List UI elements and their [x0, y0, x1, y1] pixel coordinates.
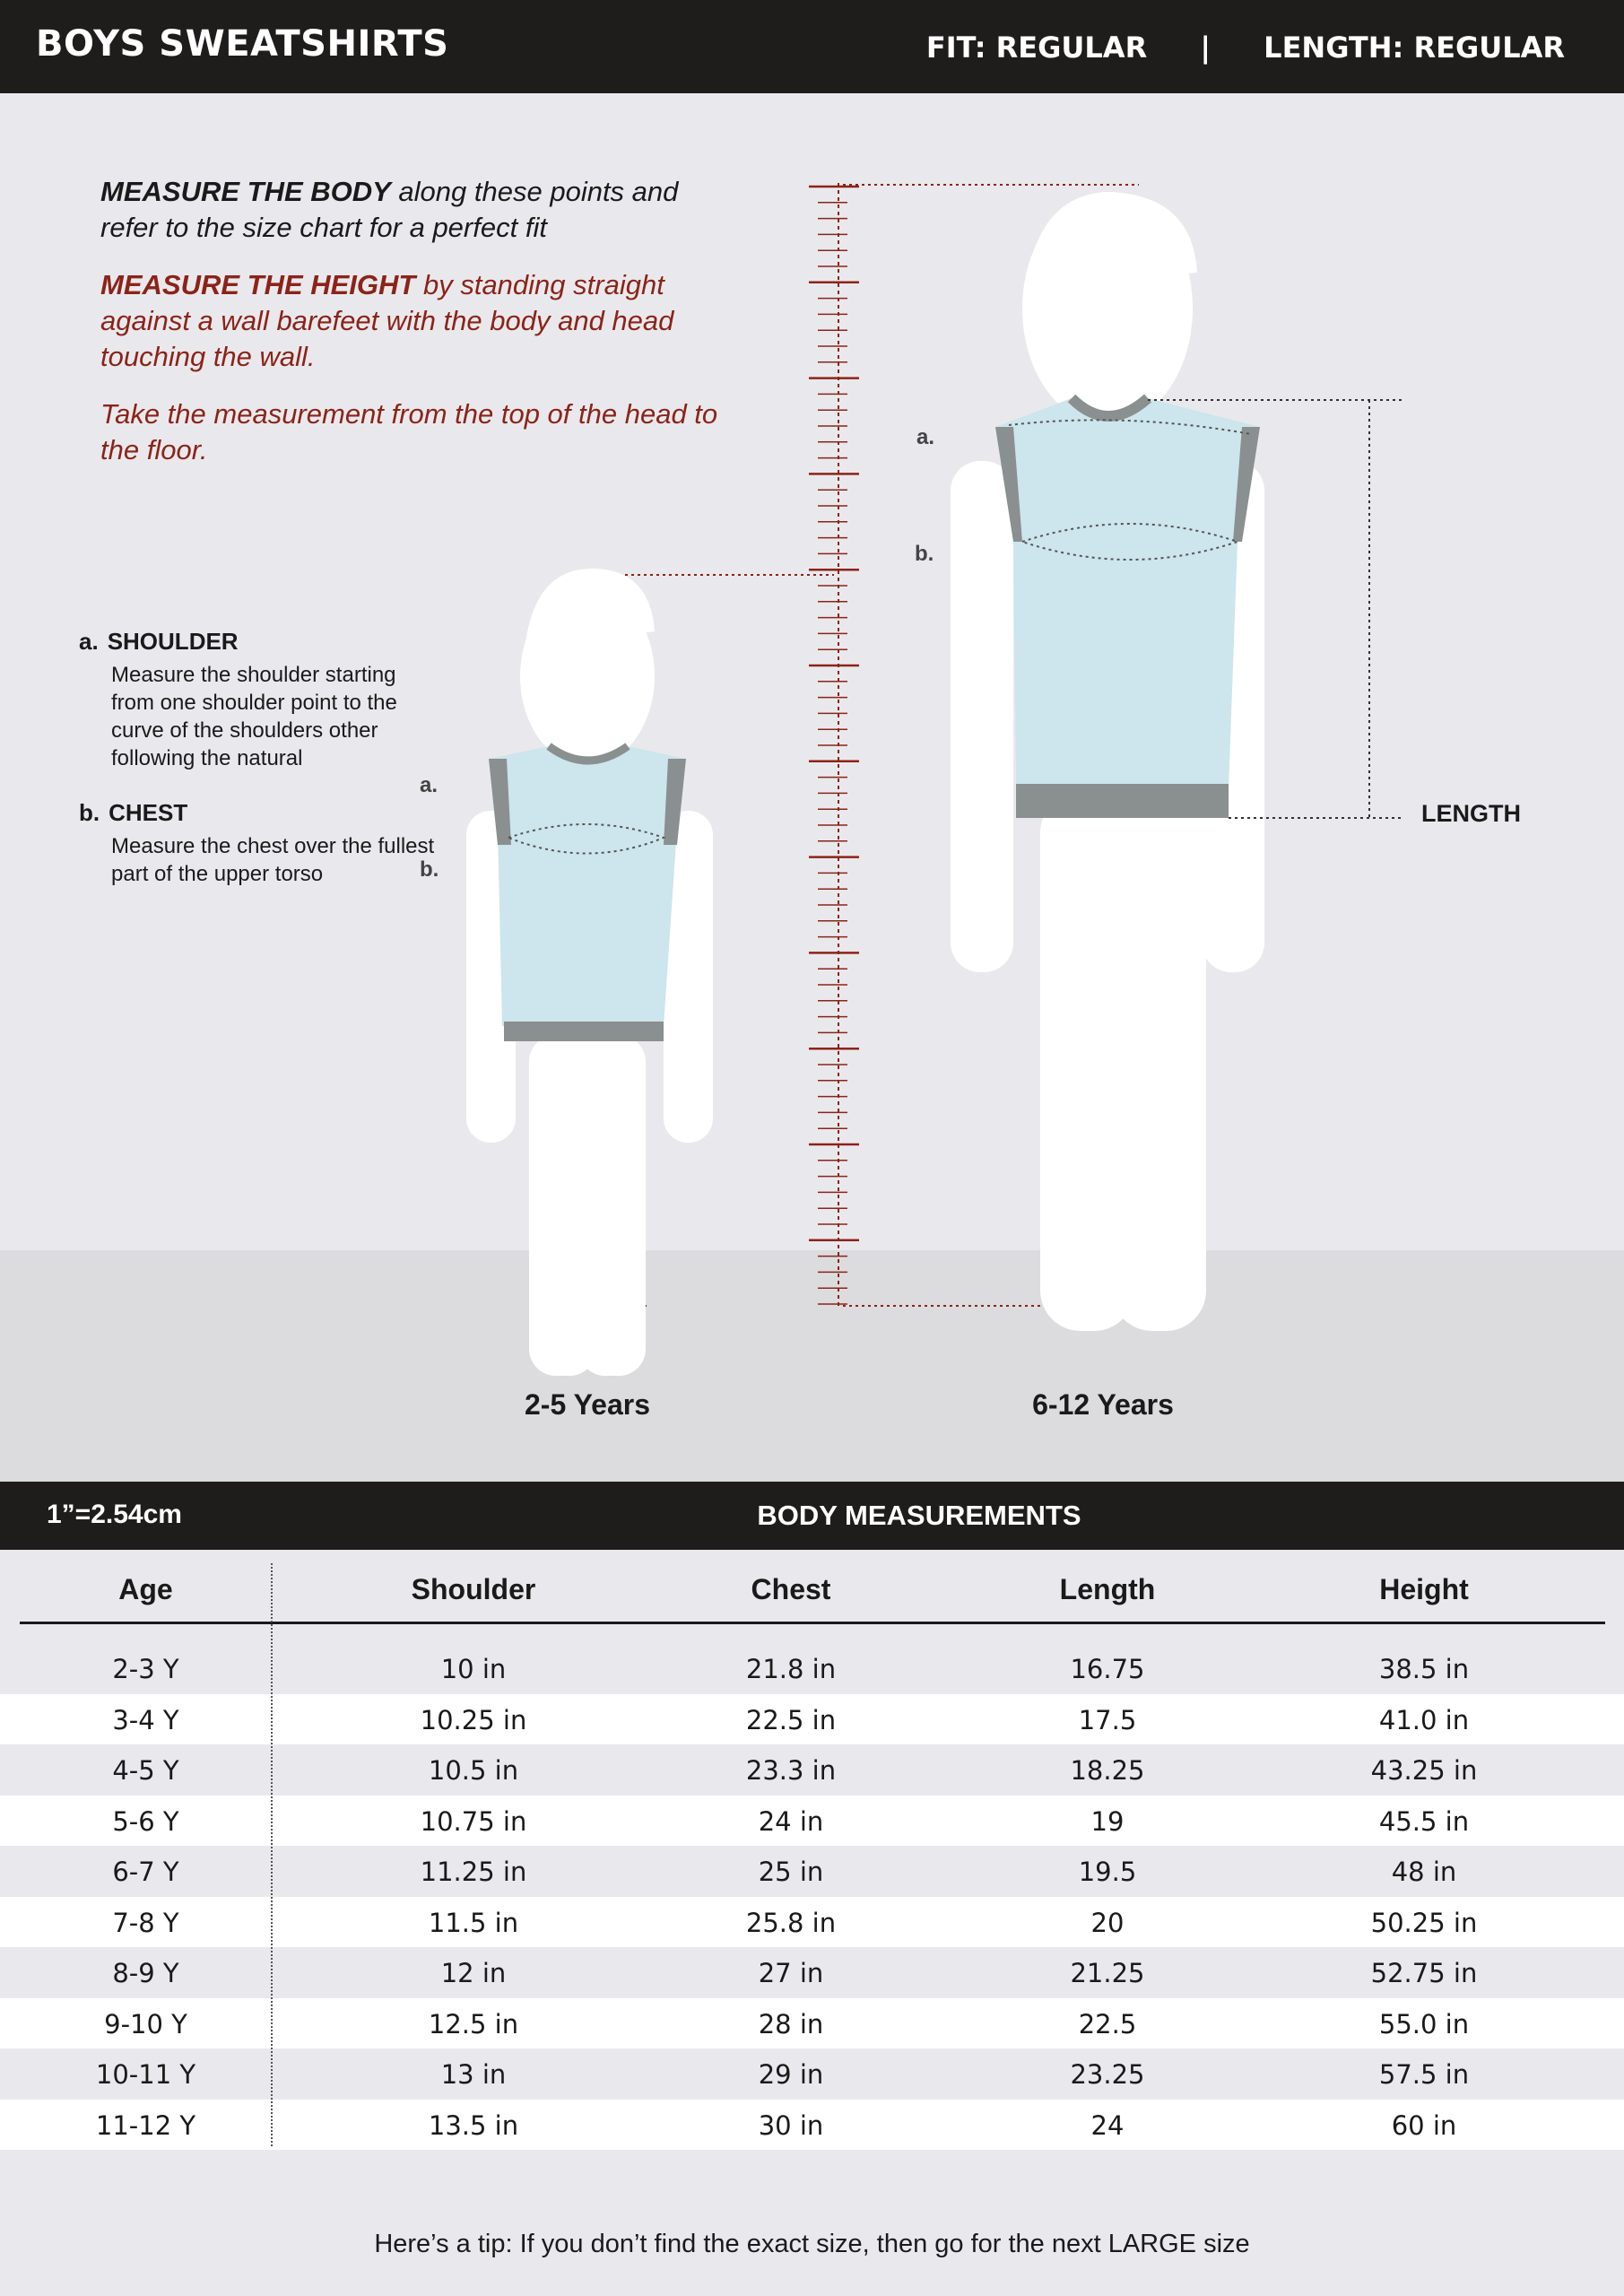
table-row: [0, 1846, 1624, 1897]
measure-body-text: [100, 174, 728, 246]
note-chest-heading: [79, 799, 438, 827]
column-header: Chest: [751, 1573, 831, 1605]
table-cell: 10.25 in: [420, 1704, 527, 1735]
table-header-row: [0, 1550, 1624, 1627]
table-body: [0, 1643, 1624, 2150]
small-boy-figure: [466, 569, 713, 1376]
table-cell: 8-9 Y: [112, 1958, 179, 1988]
table-row: [0, 2100, 1624, 2151]
column-header: Shoulder: [411, 1573, 536, 1605]
table-cell: 2-3 Y: [112, 1654, 179, 1684]
measurement-notes: [79, 628, 438, 915]
table-cell: 16.75: [1070, 1654, 1145, 1684]
table-row: [0, 1796, 1624, 1847]
table-cell: 21.25: [1070, 1958, 1145, 1988]
measurement-illustration: [0, 93, 1624, 1482]
table-cell: 41.0 in: [1378, 1704, 1470, 1735]
note-letter: b.: [79, 799, 100, 826]
table-cell: 5-6 Y: [112, 1805, 179, 1837]
table-cell: 28 in: [758, 2008, 824, 2039]
small-shoulder-marker: a.: [420, 773, 439, 797]
table-row: [0, 1998, 1624, 2049]
table-cell: 6-7 Y: [112, 1857, 179, 1887]
table-cell: 52.75 in: [1370, 1958, 1478, 1988]
table-row: [0, 1694, 1624, 1745]
table-cell: 11.25 in: [420, 1857, 527, 1887]
note-letter: a.: [79, 628, 99, 655]
table-row: [0, 1947, 1624, 1998]
table-cell: 23.3 in: [745, 1755, 837, 1786]
table-cell: 43.25 in: [1370, 1755, 1478, 1786]
table-cell: 55.0 in: [1378, 2008, 1470, 2039]
measure-height-desc: by standing straight against a wall barefeet with the body and head touching the wall.: [100, 269, 674, 372]
table-cell: 9-10 Y: [104, 2008, 187, 2039]
table-cell: 10 in: [440, 1654, 507, 1684]
table-cell: 11.5 in: [428, 1907, 519, 1938]
unit-conversion: 1”=2.54cm: [47, 1500, 182, 1529]
table-cell: 18.25: [1070, 1755, 1145, 1786]
table-cell: 30 in: [758, 2109, 824, 2141]
table-cell: 11-12 Y: [95, 2109, 196, 2141]
column-header: Height: [1379, 1573, 1469, 1605]
large-age-label: 6-12 Years: [1032, 1388, 1174, 1421]
table-cell: 3-4 Y: [112, 1704, 179, 1735]
table-title-bar: [0, 1482, 1624, 1550]
table-cell: 17.5: [1078, 1704, 1137, 1735]
height-ruler: [809, 183, 859, 1306]
tall-boy-figure: [951, 192, 1403, 1331]
table-row: [0, 1643, 1624, 1694]
measure-height-text: [100, 267, 728, 375]
size-tip: Here’s a tip: If you don’t find the exact size, then go for the next LARGE size: [374, 2230, 1250, 2258]
table-cell: 19.5: [1078, 1857, 1137, 1887]
table-cell: 12.5 in: [428, 2008, 519, 2039]
table-cell: 10.5 in: [428, 1755, 519, 1786]
tall-shoulder-marker: a.: [916, 425, 935, 449]
length-fit-label: LENGTH: REGULAR: [1264, 30, 1565, 65]
table-cell: 13 in: [440, 2059, 507, 2090]
small-chest-marker: b.: [420, 857, 439, 882]
table-cell: 12 in: [440, 1958, 507, 1988]
table-cell: 48 in: [1391, 1857, 1457, 1887]
table-row: [0, 2048, 1624, 2100]
measure-height-heading: MEASURE THE HEIGHT: [100, 269, 416, 300]
take-measurement-text: Take the measurement from the top of the head to the floor.: [100, 398, 718, 465]
table-cell: 10-11 Y: [95, 2059, 196, 2090]
table-cell: 24 in: [758, 1805, 824, 1837]
table-cell: 21.8 in: [745, 1654, 837, 1684]
table-cell: 45.5 in: [1378, 1805, 1470, 1837]
table-cell: 27 in: [758, 1958, 824, 1988]
small-age-label: 2-5 Years: [525, 1388, 650, 1421]
measure-body-heading: MEASURE THE BODY: [100, 176, 391, 207]
column-header: Length: [1059, 1573, 1156, 1605]
table-cell: 50.25 in: [1370, 1907, 1478, 1938]
table-cell: 24: [1090, 2109, 1125, 2141]
table-cell: 23.25: [1070, 2059, 1145, 2090]
table-cell: 25.8 in: [745, 1907, 837, 1938]
fit-label: FIT: REGULAR: [925, 30, 1148, 65]
header-rule: [20, 1622, 1605, 1624]
fit-info: [921, 30, 1570, 65]
header-separator: |: [1200, 30, 1211, 65]
intro-text: [100, 174, 728, 490]
table-cell: 19: [1090, 1805, 1125, 1837]
table-cell: 4-5 Y: [112, 1755, 179, 1786]
length-label: LENGTH: [1421, 800, 1521, 827]
table-cell: 10.75 in: [420, 1805, 527, 1837]
table-cell: 20: [1090, 1907, 1125, 1938]
note-title: CHEST: [109, 799, 188, 826]
note-chest-text: Measure the chest over the fullest part of the upper torso: [111, 834, 435, 886]
note-shoulder-heading: [79, 628, 438, 656]
table-cell: 7-8 Y: [112, 1907, 179, 1938]
measure-body-desc: along these points and refer to the size chart for a perfect fit: [100, 176, 679, 243]
table-cell: 29 in: [758, 2059, 824, 2090]
age-column-divider: [271, 1563, 273, 2146]
table-row: [0, 1744, 1624, 1796]
table-cell: 38.5 in: [1378, 1654, 1470, 1684]
table-cell: 60 in: [1391, 2109, 1457, 2141]
table-cell: 57.5 in: [1378, 2059, 1470, 2090]
table-cell: 25 in: [758, 1857, 824, 1887]
header-bar: [0, 0, 1624, 93]
note-title: SHOULDER: [107, 628, 239, 655]
note-shoulder-text: Measure the shoulder starting from one shoulder point to the curve of the shoulders other following the natural: [111, 663, 397, 770]
table-cell: 22.5 in: [745, 1704, 837, 1735]
table-cell: 22.5: [1078, 2008, 1137, 2039]
table-heading: BODY MEASUREMENTS: [757, 1500, 1081, 1531]
table-cell: 13.5 in: [428, 2109, 519, 2141]
column-header: Age: [118, 1573, 173, 1605]
tall-chest-marker: b.: [915, 542, 934, 566]
size-table: [0, 1550, 1624, 1627]
table-row: [0, 1897, 1624, 1948]
page-title: BOYS SWEATSHIRTS: [36, 23, 449, 65]
